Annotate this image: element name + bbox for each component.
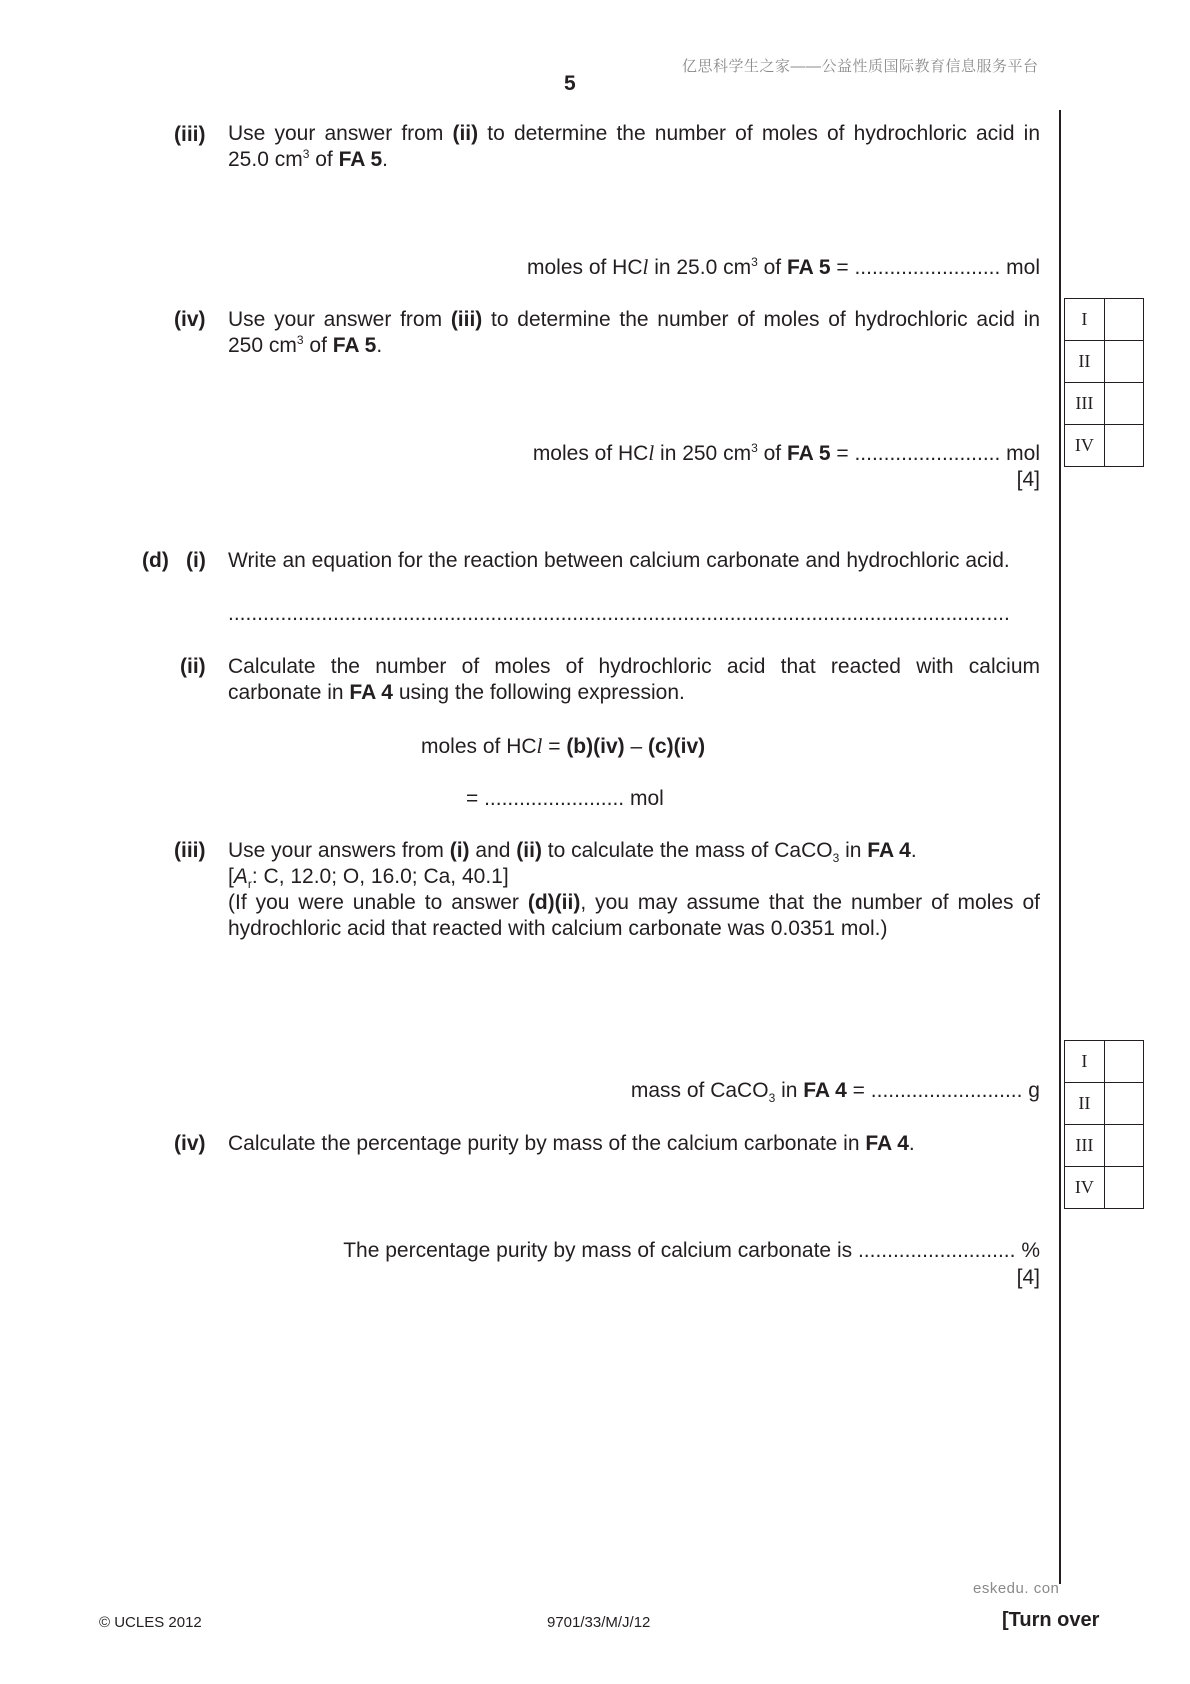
marks-c: [4] bbox=[1016, 468, 1040, 491]
mark-box-key: I bbox=[1065, 1041, 1105, 1083]
answer-line-d-iv: The percentage purity by mass of calcium carbonate is ........................... % bbox=[343, 1239, 1040, 1262]
answer-line-d-iii: mass of CaCO$_3$ in FA 4 = .......................... g bbox=[630, 1079, 1040, 1105]
question-text-d-i: Write an equation for the reaction between calcium carbonate and hydrochloric acid. bbox=[228, 549, 1010, 572]
mark-box-cell[interactable] bbox=[1104, 299, 1143, 341]
marking-box-c bbox=[1064, 298, 1144, 467]
mark-box-key: II bbox=[1065, 1083, 1105, 1125]
paper-code: 9701/33/M/J/12 bbox=[547, 1614, 651, 1631]
question-label-d-i: (i) bbox=[186, 549, 206, 572]
mark-box-key: IV bbox=[1065, 425, 1105, 467]
mark-box-key: II bbox=[1065, 341, 1105, 383]
expression-d-ii: moles of HCl = (b)(iv) – (c)(iv) bbox=[421, 734, 706, 758]
mark-box-key: IV bbox=[1065, 1167, 1105, 1209]
watermark-footer: eskedu. con bbox=[973, 1580, 1060, 1597]
mark-box-cell[interactable] bbox=[1104, 1167, 1143, 1209]
marks-d: [4] bbox=[1016, 1266, 1040, 1289]
watermark-header: 亿思科学生之家——公益性质国际教育信息服务平台 bbox=[682, 58, 1039, 75]
copyright: © UCLES 2012 bbox=[99, 1614, 202, 1631]
marking-box-d bbox=[1064, 1040, 1144, 1209]
question-text-d-iii: Use your answers from (i) and (ii) to calculate the mass of CaCO$_3$ in FA 4. [$A_r$: C, 12.0; O, 16.0; Ca, 40.1] (If you were unable to answer (d)(ii), you may assume that the number of moles of hydrochloric acid that reacted with calcium carbonate was 0.0351 mol.) bbox=[228, 839, 1040, 940]
page-number: 5 bbox=[564, 72, 576, 95]
mark-box-cell[interactable] bbox=[1104, 1041, 1143, 1083]
mark-box-cell[interactable] bbox=[1104, 1083, 1143, 1125]
mark-box-key: III bbox=[1065, 383, 1105, 425]
mark-box-key: III bbox=[1065, 1125, 1105, 1167]
mark-box-cell[interactable] bbox=[1104, 425, 1143, 467]
question-label-d-iv: (iv) bbox=[174, 1132, 206, 1155]
mark-box-cell[interactable] bbox=[1104, 383, 1143, 425]
question-label-d: (d) bbox=[142, 549, 169, 572]
question-text-c-iii: Use your answer from (ii) to determine the number of moles of hydrochloric acid in 25.0 $cm^3$ of FA 5. bbox=[228, 122, 1041, 171]
answer-line-d-ii: = ........................ mol bbox=[466, 787, 664, 810]
turn-over: [Turn over bbox=[1002, 1609, 1100, 1631]
mark-box-key: I bbox=[1065, 299, 1105, 341]
margin-rule bbox=[1059, 110, 1061, 1584]
question-text-c-iv: Use your answer from (iii) to determine the number of moles of hydrochloric acid in 250 $cm^3$ of FA 5. bbox=[228, 308, 1041, 357]
question-label-c-iv: (iv) bbox=[174, 308, 206, 331]
question-label-d-ii: (ii) bbox=[180, 655, 206, 678]
answer-line-d-i[interactable]: ...................................................................................................................................... bbox=[228, 602, 1010, 625]
mark-box-cell[interactable] bbox=[1104, 1125, 1143, 1167]
answer-line-c-iii: moles of HCl in 25.0 $cm^3$ of FA 5 = ......................... mol bbox=[526, 255, 1040, 279]
question-text-d-iv: Calculate the percentage purity by mass of the calcium carbonate in FA 4. bbox=[228, 1132, 915, 1155]
answer-line-c-iv: moles of HCl in 250 $cm^3$ of FA 5 = ......................... mol bbox=[532, 441, 1040, 465]
question-text-d-ii: Calculate the number of moles of hydrochloric acid that reacted with calcium carbonate in FA 4 using the following expression. bbox=[228, 655, 1040, 704]
question-label-c-iii: (iii) bbox=[174, 123, 206, 146]
mark-box-cell[interactable] bbox=[1104, 341, 1143, 383]
question-label-d-iii: (iii) bbox=[174, 839, 206, 862]
